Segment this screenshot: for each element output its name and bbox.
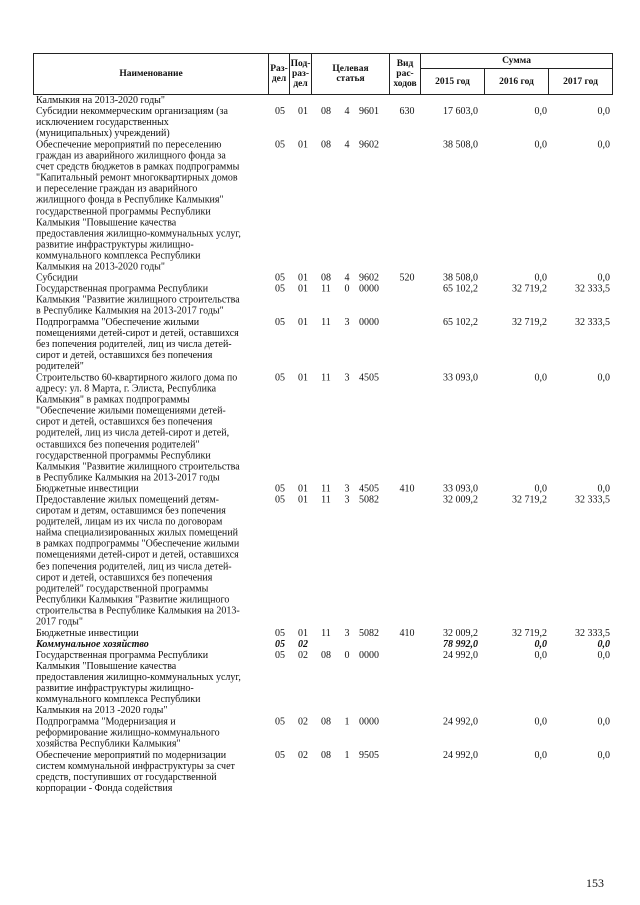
row-name: Строительство 60-квартирного жилого дома по адресу: ул. 8 Марта, г. Элиста, Республика Калмыкия" в рамках подпрограммы "Обеспечение жилыми помещениями детей- сирот и детей, оставшихся без попечения родителей, лиц из числа детей-сирот и детей, оставшихся без попечения родителей" государственной программы Республики Калмыкия "Развитие жилищного строительства в Республике Калмыкия на 2013-2017 годы <box>36 372 240 484</box>
amount-2017: 32 333,5 <box>575 494 610 506</box>
amount-2016: 32 719,2 <box>512 494 547 506</box>
target-code-subprogram: 1 <box>344 716 350 728</box>
target-code-program: 08 <box>321 650 331 661</box>
amount-2016: 0,0 <box>534 272 547 284</box>
amount-2017: 0,0 <box>597 106 610 118</box>
subsection-code: 01 <box>298 494 308 506</box>
target-code-program: 11 <box>321 283 331 295</box>
header-summa: Сумма <box>421 54 613 69</box>
target-code-item: 5082 <box>359 627 379 639</box>
subsection-code: 02 <box>298 650 308 661</box>
table-header <box>33 53 613 95</box>
table-row <box>0 284 640 317</box>
section-code: 05 <box>275 106 285 118</box>
subsection-code: 01 <box>298 627 308 639</box>
amount-2016: 0,0 <box>534 106 547 118</box>
target-code-subprogram: 4 <box>344 272 350 284</box>
row-name: Бюджетные инвестиции <box>36 483 139 495</box>
target-code-program: 08 <box>321 749 331 761</box>
amount-2017: 32 333,5 <box>575 283 610 295</box>
header-year-2016: 2016 год <box>485 69 549 95</box>
section-code: 05 <box>275 283 285 295</box>
table-row <box>0 639 640 650</box>
section-code: 05 <box>275 749 285 761</box>
amount-2016: 0,0 <box>534 638 547 650</box>
target-code-item: 4505 <box>359 372 379 384</box>
section-code: 05 <box>275 317 285 328</box>
amount-2016: 32 719,2 <box>512 317 547 328</box>
target-code-item: 9505 <box>359 749 379 761</box>
amount-2015: 24 992,0 <box>443 749 478 761</box>
row-name: Государственная программа Республики Калмыкия "Повышение качества предоставления жилищно-коммунальных услуг, развитие инфраструктуры жилищно- коммунального комплекса Республики Калмыкия на 2013 -2020 годы" <box>36 650 241 717</box>
table-row <box>0 106 640 139</box>
amount-2017: 0,0 <box>597 272 610 284</box>
amount-2015: 38 508,0 <box>443 139 478 151</box>
row-name: Калмыкия на 2013-2020 годы" <box>36 95 165 106</box>
table-row <box>0 139 640 272</box>
subsection-code: 02 <box>298 716 308 728</box>
header-expense-type: Вид рас- ходов <box>390 54 421 95</box>
expense-type-code: 410 <box>399 627 415 639</box>
amount-2017: 0,0 <box>597 483 610 495</box>
amount-2017: 0,0 <box>597 749 610 761</box>
expense-type-code: 410 <box>399 483 415 495</box>
amount-2017: 32 333,5 <box>575 317 610 328</box>
amount-2017: 32 333,5 <box>575 627 610 639</box>
header-name: Наименование <box>34 54 269 95</box>
row-name: Субсидии <box>36 272 78 284</box>
header-year-2017: 2017 год <box>549 69 613 95</box>
row-name: Подпрограмма "Обеспечение жилыми помещениями детей-сирот и детей, оставшихся без попечения родителей, лиц из числа детей- сирот и детей, оставшихся без попечения родителей" <box>36 317 239 373</box>
table-row <box>0 717 640 750</box>
target-code-item: 0000 <box>359 716 379 728</box>
target-code-subprogram: 4 <box>344 106 350 118</box>
subsection-code: 01 <box>298 106 308 118</box>
target-code-subprogram: 3 <box>344 494 350 506</box>
target-code-item: 9602 <box>359 272 379 284</box>
row-name: Бюджетные инвестиции <box>36 627 139 639</box>
amount-2015: 38 508,0 <box>443 272 478 284</box>
target-code-item: 0000 <box>359 650 379 661</box>
amount-2016: 0,0 <box>534 372 547 384</box>
target-code-item: 4505 <box>359 483 379 495</box>
header-year-2015: 2015 год <box>421 69 485 95</box>
amount-2015: 24 992,0 <box>443 650 478 661</box>
table-row <box>0 628 640 639</box>
row-name: Обеспечение мероприятий по модернизации систем коммунальной инфраструктуры за счет средств, поступивших от государственной корпорации - Фонда содействия <box>36 749 235 795</box>
target-code-subprogram: 3 <box>344 627 350 639</box>
target-code-item: 0000 <box>359 317 379 328</box>
section-code: 05 <box>275 716 285 728</box>
row-name: Субсидии некоммерческим организациям (за исключением государственных (муниципальных) учреждений) <box>36 106 228 140</box>
header-target-article: Целевая статья <box>312 54 390 95</box>
table-row <box>0 373 640 484</box>
row-name: Подпрограмма "Модернизация и реформирование жилищно-коммунального хозяйства Республики Калмыкия" <box>36 716 220 750</box>
header-podrazdel: Под- раз- дел <box>290 54 312 95</box>
amount-2015: 32 009,2 <box>443 494 478 506</box>
subsection-code: 01 <box>298 372 308 384</box>
target-code-item: 9601 <box>359 106 379 118</box>
target-code-subprogram: 3 <box>344 372 350 384</box>
amount-2015: 78 992,0 <box>443 638 478 650</box>
target-code-item: 0000 <box>359 283 379 295</box>
amount-2016: 0,0 <box>534 749 547 761</box>
target-code-subprogram: 3 <box>344 483 350 495</box>
amount-2017: 0,0 <box>597 139 610 151</box>
section-code: 05 <box>275 627 285 639</box>
table-row <box>0 95 640 106</box>
amount-2015: 65 102,2 <box>443 283 478 295</box>
target-code-program: 08 <box>321 106 331 118</box>
section-code: 05 <box>275 494 285 506</box>
target-code-program: 11 <box>321 317 331 328</box>
target-code-item: 9602 <box>359 139 379 151</box>
target-code-program: 11 <box>321 372 331 384</box>
expense-type-code: 630 <box>399 106 415 118</box>
target-code-item: 5082 <box>359 494 379 506</box>
target-code-subprogram: 0 <box>344 283 350 295</box>
section-code: 05 <box>275 650 285 661</box>
amount-2017: 0,0 <box>597 372 610 384</box>
subsection-code: 01 <box>298 483 308 495</box>
table-row <box>0 495 640 628</box>
target-code-program: 11 <box>321 494 331 506</box>
amount-2017: 0,0 <box>597 716 610 728</box>
target-code-subprogram: 0 <box>344 650 350 661</box>
amount-2017: 0,0 <box>597 638 610 650</box>
amount-2015: 17 603,0 <box>443 106 478 118</box>
table-row <box>0 750 640 794</box>
header-razdel: Раз- дел <box>269 54 290 95</box>
target-code-subprogram: 4 <box>344 139 350 151</box>
row-name: Коммунальное хозяйство <box>36 638 149 650</box>
subsection-code: 01 <box>298 283 308 295</box>
table-row <box>0 273 640 284</box>
amount-2016: 0,0 <box>534 139 547 151</box>
target-code-program: 11 <box>321 627 331 639</box>
row-name: Обеспечение мероприятий по переселению граждан из аварийного жилищного фонда за счет средств бюджетов в рамках подпрограммы "Капитальный ремонт многоквартирных домов и переселение граждан из аварийного жилищного фонда в Республике Калмыкия" государственной программы Республики Калмыкия "Повышение качества предоставления жилищно-коммунальных услуг, развитие инфраструктуры жилищно- коммунального комплекса Республики Калмыкия на 2013-2020 годы" <box>36 139 241 273</box>
amount-2015: 65 102,2 <box>443 317 478 328</box>
target-code-program: 08 <box>321 139 331 151</box>
table-row <box>0 317 640 373</box>
row-name: Предоставление жилых помещений детям- сиротам и детям, оставшимся без попечения родителей, лицам из их числа по договорам найма специализированных жилых помещений в рамках подпрограммы "Обеспечение жилыми помещениями детей-сирот и детей, оставшихся без попечения родителей, лиц из числа детей- сирот и детей, оставшихся без попечения родителей" государственной программы Республики Калмыкия "Развитие жилищного строительства в Республике Калмыкия на 2013- 2017 годы" <box>36 494 240 628</box>
amount-2015: 24 992,0 <box>443 716 478 728</box>
section-code: 05 <box>275 372 285 384</box>
amount-2015: 33 093,0 <box>443 372 478 384</box>
subsection-code: 01 <box>298 317 308 328</box>
table-row <box>0 650 640 717</box>
section-code: 05 <box>275 139 285 151</box>
section-code: 05 <box>275 638 285 650</box>
target-code-subprogram: 3 <box>344 317 350 328</box>
expense-type-code: 520 <box>399 272 415 284</box>
section-code: 05 <box>275 272 285 284</box>
target-code-subprogram: 1 <box>344 749 350 761</box>
section-code: 05 <box>275 483 285 495</box>
target-code-program: 11 <box>321 483 331 495</box>
subsection-code: 01 <box>298 139 308 151</box>
amount-2017: 0,0 <box>597 650 610 661</box>
amount-2015: 32 009,2 <box>443 627 478 639</box>
target-code-program: 08 <box>321 716 331 728</box>
row-name: Государственная программа Республики Калмыкия "Развитие жилищного строительства в Республике Калмыкия на 2013-2017 годы" <box>36 283 240 317</box>
page-number: 153 <box>586 876 604 890</box>
amount-2015: 33 093,0 <box>443 483 478 495</box>
amount-2016: 0,0 <box>534 650 547 661</box>
subsection-code: 02 <box>298 749 308 761</box>
amount-2016: 0,0 <box>534 716 547 728</box>
amount-2016: 32 719,2 <box>512 283 547 295</box>
subsection-code: 02 <box>298 638 308 650</box>
target-code-program: 08 <box>321 272 331 284</box>
table-row <box>0 484 640 495</box>
amount-2016: 0,0 <box>534 483 547 495</box>
amount-2016: 32 719,2 <box>512 627 547 639</box>
subsection-code: 01 <box>298 272 308 284</box>
